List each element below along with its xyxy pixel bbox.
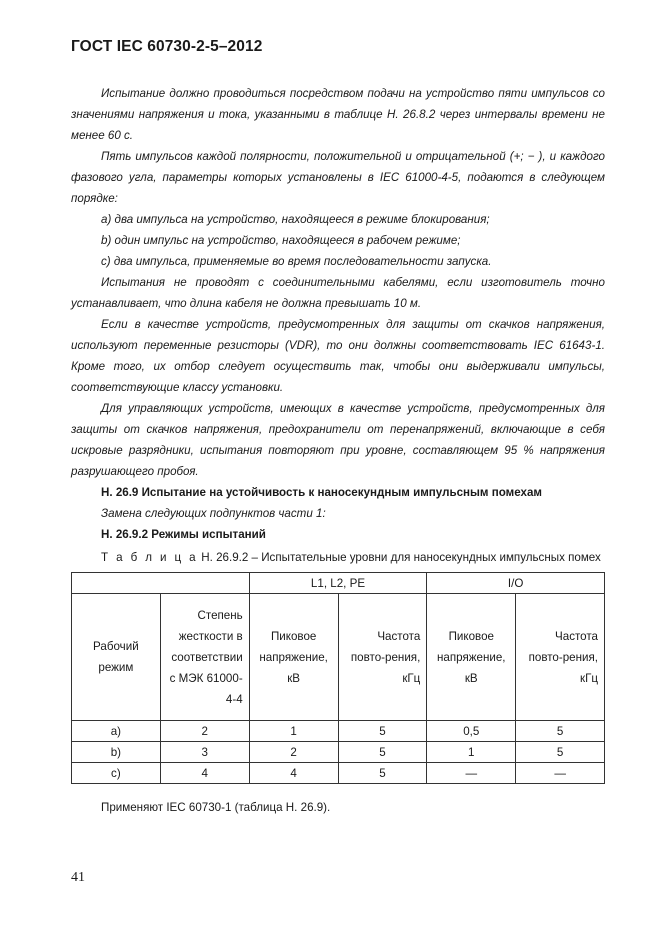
header-frequency-l: Частота повто-рения, кГц — [338, 594, 427, 721]
cell-peak-l: 4 — [249, 763, 338, 784]
header-peak-voltage-io: Пиковое напряжение, кВ — [427, 594, 516, 721]
cell-severity: 4 — [160, 763, 249, 784]
header-severity: Степень жесткости в соответствии с МЭК 61000-4-4 — [160, 594, 249, 721]
section-heading-26-9-2: Н. 26.9.2 Режимы испытаний — [101, 528, 266, 541]
cell-mode: b) — [72, 742, 161, 763]
header-frequency-io: Частота повто-рения, кГц — [516, 594, 605, 721]
table-note: Применяют IEC 60730-1 (таблица Н. 26.9). — [101, 801, 331, 814]
table-caption-prefix: Т а б л и ц а — [101, 551, 199, 564]
cell-freq-l: 5 — [338, 721, 427, 742]
paragraph-test-procedure: Испытание должно проводиться посредством подачи на устройство пяти импульсов со значениями напряжения и тока, указанными в таблице Н. 26.8.2 через интервалы времени не менее 60 с. — [71, 87, 605, 142]
table-row — [72, 742, 605, 763]
table-group-row — [72, 573, 605, 594]
table-corner-cell — [72, 573, 250, 594]
paragraph-cables: Испытания не проводят с соединительными кабелями, если изготовитель точно устанавливает, что длина кабеля не должна превышать 10 м. — [71, 276, 605, 310]
cell-peak-l: 1 — [249, 721, 338, 742]
header-mode: Рабочий режим — [72, 594, 161, 721]
list-item-b: b) один импульс на устройство, находящееся в рабочем режиме; — [101, 234, 461, 247]
table-row — [72, 721, 605, 742]
cell-peak-io: 1 — [427, 742, 516, 763]
cell-mode: c) — [72, 763, 161, 784]
table-header-row — [72, 594, 605, 721]
paragraph-pulse-order: Пять импульсов каждой полярности, положительной и отрицательной (+; − ), и каждого фазового угла, параметры которых установлены в IEC 61000-4-5, подаются в следующем порядке: — [71, 150, 605, 205]
list-item-a: а) два импульса на устройство, находящееся в режиме блокирования; — [101, 213, 490, 226]
paragraph-vdr: Если в качестве устройств, предусмотренных для защиты от скачков напряжения, используют переменные резисторы (VDR), то они должны соответствовать IEC 61643-1. Кроме того, их отбор следует осуществить так, чтобы они выдерживали импульсы, соответствующие классу установки. — [71, 318, 605, 394]
cell-severity: 3 — [160, 742, 249, 763]
section-heading-26-9: Н. 26.9 Испытание на устойчивость к наносекундным импульсным помехам — [101, 486, 542, 499]
page-number: 41 — [71, 870, 85, 885]
replace-note: Замена следующих подпунктов части 1: — [101, 507, 326, 520]
table-caption — [101, 551, 601, 564]
cell-freq-io: — — [516, 763, 605, 784]
table-row — [72, 763, 605, 784]
cell-freq-l: 5 — [338, 763, 427, 784]
paragraph-spark-gaps: Для управляющих устройств, имеющих в качестве устройств, предусмотренных для защиты от скачков напряжения, предохранители от перенапряжений, включающие в себя искровые разрядники, испытания повторяют при уровне, составляющем 95 % напряжения разрушающего пробоя. — [71, 402, 605, 478]
cell-peak-l: 2 — [249, 742, 338, 763]
group-header-io: I/O — [427, 573, 605, 594]
header-peak-voltage-l: Пиковое напряжение, кВ — [249, 594, 338, 721]
cell-mode: a) — [72, 721, 161, 742]
cell-freq-l: 5 — [338, 742, 427, 763]
cell-freq-io: 5 — [516, 742, 605, 763]
document-header: ГОСТ IEC 60730-2-5–2012 — [71, 38, 263, 55]
table-caption-text: Н. 26.9.2 – Испытательные уровни для наносекундных импульсных помех — [201, 551, 601, 564]
cell-peak-io: 0,5 — [427, 721, 516, 742]
cell-peak-io: — — [427, 763, 516, 784]
group-header-l1-l2-pe: L1, L2, PE — [249, 573, 427, 594]
cell-severity: 2 — [160, 721, 249, 742]
cell-freq-io: 5 — [516, 721, 605, 742]
test-levels-table — [71, 572, 605, 784]
list-item-c: с) два импульса, применяемые во время последовательности запуска. — [101, 255, 492, 268]
